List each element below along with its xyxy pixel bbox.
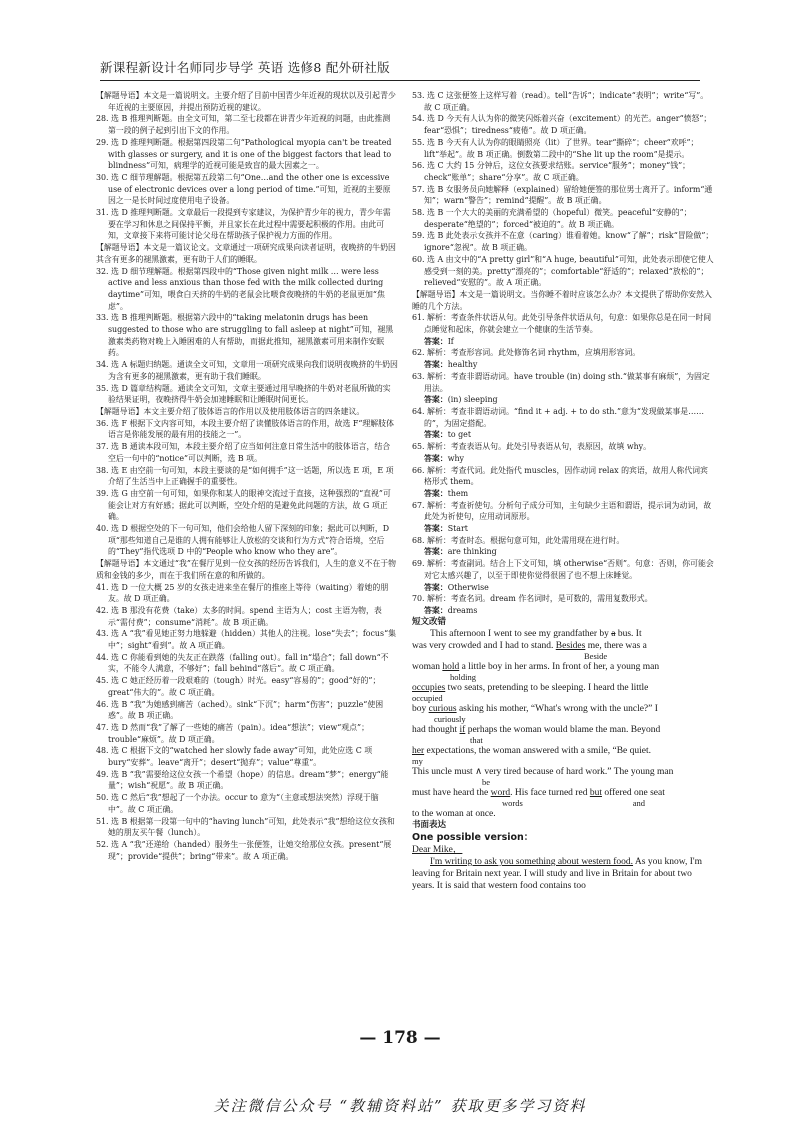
writing-passage: [412, 832, 714, 892]
fill-answer: [412, 359, 714, 371]
answer-label: 答案：: [424, 336, 448, 346]
fill-item: 61. 解析：考查条件状语从句。此处引导条件状语从句，句意：如果你总是在同一时间点睡觉和起床，你就会建立一个健康的生活节奏。: [412, 313, 712, 335]
answer-label: 答案：: [424, 395, 448, 405]
left-column: [96, 90, 398, 862]
fill-answer: [412, 546, 714, 558]
correction-text: was very crowded and I had to stand.: [412, 641, 554, 652]
footer-watermark: 关注微信公众号 “教辅资料站” 获取更多学习资料: [213, 1097, 587, 1115]
answer-label: 答案：: [424, 582, 448, 592]
fill-item: 67. 解析：考查祈使句。分析句子成分可知，主句缺少主语和谓语，提示词为动词，故此处为祈使句，应用动词原形。: [412, 500, 712, 522]
answer-label: 答案：: [424, 547, 448, 557]
explanation-item: 37. 选 B 通读本段可知，本段主要介绍了应当如何注意日常生活中的肢体语言，结合空后一句中的“notice”可以判断，选 B 项。: [96, 442, 391, 463]
fill-item: 69. 解析：考查副词。结合上下文可知，填 otherwise“否则”。句意：否则，你可能会对它太感兴趣了，以至于即使你觉得很困了也不想上床睡觉。: [412, 559, 714, 580]
correction-fix: my: [412, 756, 423, 767]
fill-answer: [412, 582, 714, 594]
section-title-writing: 书面表达: [412, 820, 447, 831]
answer-value: healthy: [447, 360, 478, 370]
explanation-item: 57. 选 B 女服务员向她解释（explained）留给她便签的那位男士离开了。inform“通知”；warn“警告”；remind“提醒”。故 B 项正确。: [412, 184, 713, 206]
answer-label: 答案：: [424, 430, 448, 440]
explanation-item: 48. 选 C 根据下文的“watched her slowly fade away”可知，此处应选 C 项 bury“安葬”。leave“离开”；desert“抛弃”；value“尊重”。: [96, 746, 373, 768]
error-word: her: [412, 746, 425, 757]
explanation-item: 49. 选 B “我”需要给这位女孩一个希望（hope）的信息。dream“梦”；energy“能量”；wish“祝愿”。故 B 项正确。: [96, 769, 389, 791]
correction-fix: that: [470, 735, 483, 746]
error-word: occupies: [412, 683, 446, 694]
correction-text: woman: [412, 662, 440, 673]
writing-body: As you know, I'm leaving for Britain next year. I will study and live in Britain for about two years. It is said that western food contains too: [412, 857, 702, 892]
header-rule: [100, 80, 700, 81]
explanation-item: 35. 选 D 篇章结构题。通读全文可知，文章主要通过用早晚挤的牛奶对老鼠所做的实验结果证明，夜晚挤得牛奶会加速睡眠和让睡眠时间更长。: [96, 383, 391, 405]
correction-text: . His face turned red: [510, 788, 588, 799]
explanation-item: 58. 选 B 一个大大的美丽的充满希望的（hopeful）微笑。peaceful“安静的”；desperate“绝望的”；forced“被迫的”。故 B 项正确。: [412, 208, 692, 229]
explanation-item: 51. 选 B 根据第一段第一句中的“having lunch”可知，此处表示“我”想给这位女孩和她的朋友买午餐（lunch）。: [96, 816, 395, 838]
explanation-item: 33. 选 B 推理判断题。根据第六段中的“taking melatonin drugs has been suggested to those who are struggling to fall asleep at night”可知，褪黑激素类药物对晚上入睡困难的人有帮助，而据此推知，褪黑激素可用来制作安眠药。: [96, 313, 394, 358]
error-word: word: [490, 788, 511, 799]
passage-intro: 【解题导语】本文通过“我”在餐厅见到一位女孩的经历告诉我们，人生的意义不在于物质和金钱的多少，而在于我们所在意的和所做的。: [96, 559, 397, 580]
fill-answer: [412, 336, 714, 348]
correction-text: perhaps the woman would blame the man. Beyond: [467, 725, 661, 736]
correction-fix: occupied: [412, 693, 443, 704]
error-word: hold: [442, 662, 460, 673]
correction-text: This uncle must ∧ very tired because of hard work.” The young man: [412, 767, 674, 778]
explanation-item: 47. 选 D 然而“我”了解了一些她的痛苦（pain）。idea“想法”；view“观点”；trouble“麻烦”。故 D 项正确。: [96, 722, 369, 744]
writing-version-label: One possible version：: [412, 832, 534, 844]
correction-text: asking his mother, “What's wrong with the uncle?” I: [458, 704, 658, 715]
correction-text: bus. It: [617, 629, 642, 640]
correction-fix-line: [412, 799, 714, 808]
answer-value: Start: [447, 524, 468, 534]
explanation-item: 36. 选 F 根据下文内容可知，本段主要介绍了读懂肢体语言的作用，故选 F“理解肢体语言是你能发展的最有用的技能之一”。: [96, 418, 394, 440]
correction-text: me, there was a: [587, 641, 647, 652]
explanation-item: 【解题导语】本文是一篇说明文。主要介绍了目前中国青少年近视的现状以及引起青少年近视的主要原因，并提出预防近视的建议。: [96, 91, 396, 112]
fill-answer: [412, 523, 714, 535]
explanation-item: 30. 选 C 细节理解题。根据第五段第二句“One…and the other one is excessive use of electronic devices over a long period of time.”可知，近视的主要原因之一是长时间过度使用电子设备。: [96, 172, 391, 206]
explanation-item: 44. 选 C 你能看到她的失友正在跌落（falling out）。fall in“塌合”；fall down“不实，不能令人满意，不够好”；fall behind“落后”。故 C 项正确。: [96, 652, 389, 674]
explanation-item: 39. 选 G 由空前一句可知，如果你和某人的眼神交流过于直接，这种强烈的“直视”可能会让对方有好感；据此可以判断，空处介绍的是避免此问题的方法，故 G 项正确。: [96, 488, 391, 522]
page-number: — 178 —: [359, 1028, 441, 1048]
correction-text: This afternoon I went to see my grandfather by: [430, 629, 609, 640]
explanation-item: 56. 选 C 大约 15 分钟后，这位女孩要求结账。service“服务”；money“钱”；check“账单”；share“分享”。故 C 项正确。: [412, 161, 691, 182]
fill-item: 68. 解析：考查时态。根据句意可知，此处需用现在进行时。: [412, 535, 625, 545]
explanation-item: 34. 选 A 标题归纳题。通读全文可知，文章用一项研究成果向我们说明夜晚挤的牛奶因为含有更多的褪黑激素，更有助于我们睡眠。: [96, 360, 398, 381]
passage-intro: 【解题导语】本文主要介绍了肢体语言的作用以及使用肢体语言的四条建议。: [96, 406, 365, 416]
explanation-item: 55. 选 B 今天有人认为你的眼睛照亮（lit）了世界。tear“撕碎”；cheer“欢呼”；lift“举起”。故 B 项正确。倒数第二段中的“She lit up the room”是提示。: [412, 137, 699, 159]
explanation-item: 53. 选 C 这张便签上这样写着（read）。tell“告诉”；indicate“表明”；write“写”。故 C 项正确。: [412, 91, 709, 112]
error-word: if: [459, 725, 466, 736]
correction-text: a little boy in her arms. In front of her, a young man: [461, 662, 660, 673]
correction-text: expectations, the woman answered with a smile, “Be quiet.: [426, 746, 652, 757]
deleted-word: a: [611, 629, 616, 640]
explanation-item: 38. 选 E 由空前一句可知，本段主要谈的是“如何拥手”这一话题，所以选 E 项，E 项介绍了生活当中上正确握手的重要性。: [96, 465, 394, 487]
explanation-item: 46. 选 B “我”为她感到痛苦（ached）。sink“下沉”；harm“伤害”；puzzle“使困惑”。故 B 项正确。: [96, 699, 384, 721]
answer-value: are thinking: [447, 547, 497, 557]
answer-value: why: [447, 453, 464, 463]
page-header: 新课程新设计名师同步导学 英语 选修8 配外研社版: [100, 60, 390, 75]
answer-label: 答案：: [424, 488, 448, 498]
fill-answer: [412, 429, 714, 441]
answer-label: 答案：: [424, 605, 448, 615]
passage-intro: 【解题导语】本文是一篇议论文。文章通过一项研究成果向读者证明，夜晚挤的牛奶因其含有更多的褪黑激素，更有助于人们的睡眠。: [96, 243, 396, 264]
correction-fix: and: [632, 798, 646, 809]
fill-answer: [412, 605, 714, 617]
answer-label: 答案：: [424, 360, 448, 370]
correction-fix: words: [502, 798, 523, 809]
fill-item: 70. 解析：考查名词。dream 作名词时，是可数的，需用复数形式。: [412, 594, 653, 604]
answer-value: If: [447, 336, 454, 346]
correction-text: had thought: [412, 725, 458, 736]
writing-greeting: Dear Mike，: [412, 845, 463, 856]
fill-item: 63. 解析：考查非谓语动词。have trouble (in) doing sth.“做某事有麻烦”，为固定用法。: [412, 371, 710, 393]
explanation-item: 42. 选 B 那没有花费（take）太多的时间。spend 主语为人；cost 主语为物，表示“需付费”；consume“消耗”。故 B 项正确。: [96, 605, 382, 627]
correction-fix: Beside: [584, 651, 608, 662]
error-word: but: [589, 788, 602, 799]
correction-passage: [412, 628, 714, 820]
explanation-item: 31. 选 D 推理判断题。文章最后一段提到专家建议，为保护青少年的视力，青少年需要在学习和休息之间保持平衡，并且家长在此过程中需要起积极的作用。由此可知，文章接下来将可能讨论父母在帮助孩子保护视力方面的作用。: [96, 208, 391, 241]
answer-value: (in) sleeping: [447, 395, 498, 405]
explanation-item: 40. 选 D 根据空处的下一句可知，他们会给他人留下深刻的印象；据此可以判断，D 项“那些知道自己是谁的人拥有能够让人放松的交谈和行为方式”符合语境，空后的“They”指代选项 D 中的“People who know who they are”。: [96, 524, 390, 557]
correction-text: to the woman at once.: [412, 809, 496, 820]
fill-item: 62. 解析：考查形容词。此处修饰名词 rhythm，应填用形容词。: [412, 348, 641, 358]
fill-answer: [412, 453, 714, 465]
correction-text: boy: [412, 704, 427, 715]
section-title-correction: 短文改错: [412, 616, 447, 627]
explanation-item: 59. 选 B 此处表示女孩并不在意（caring）谁看着她。know“了解”；risk“冒险做”；ignore“忽视”。故 B 项正确。: [412, 231, 714, 253]
answer-label: 答案：: [424, 453, 448, 463]
correction-text: two seats, pretending to be sleeping. I heard the little: [447, 683, 649, 694]
explanation-item: 45. 选 C 她正经历着一段艰难的（tough）时光。easy“容易的”；good“好的”；great“伟大的”。故 C 项正确。: [96, 676, 381, 697]
answer-value: Otherwise: [447, 582, 489, 592]
writing-body-underlined: I'm writing to ask you something about western food.: [430, 857, 634, 868]
answer-value: them: [447, 488, 469, 498]
correction-text: offered one seat: [604, 788, 665, 799]
explanation-item: 54. 选 D 今天有人认为你的微笑闪烁着兴奋（excitement）的光芒。anger“愤怒”；fear“恐惧”；tiredness“疲倦”。故 D 项正确。: [412, 114, 712, 136]
explanation-item: 28. 选 B 推理判断题。由全文可知，第二至七段都在讲青少年近视的问题，由此推测第一段的例子起到引出下文的作用。: [96, 114, 391, 136]
answer-value: dreams: [447, 605, 478, 615]
right-column: [412, 90, 714, 892]
error-word: Besides: [555, 641, 586, 652]
explanation-item: 50. 选 C 然后“我”想起了一个办法。occur to 意为“（主意或想法突然）浮现于脑中”。故 C 项正确。: [96, 793, 379, 814]
explanation-item: 60. 选 A 由文中的“A pretty girl”和“A huge, beautiful”可知，此处表示即使它使人感受到一刻的美。pretty“漂亮的”；comfortable“舒适的”；relaxed“放松的”；relieved“安慰的”。故 A 项正确。: [412, 254, 714, 288]
explanation-item: 41. 选 D 一位大概 25 岁的女孩走进来坐在餐厅的推座上等待（waiting）着她的朋友。故 D 项正确。: [96, 582, 389, 604]
fill-item: 66. 解析：考查代词。此处指代 muscles，因作动词 relax 的宾语，故用人称代词宾格形式 them。: [412, 465, 708, 487]
answer-label: 答案：: [424, 524, 448, 534]
fill-item: 65. 解析：考查表语从句。此处引导表语从句，表原因，故填 why。: [412, 442, 652, 452]
correction-fix: holding: [450, 672, 476, 683]
explanation-item: 32. 选 D 细节理解题。根据第四段中的“Those given night milk … were less active and less anxious than those fed with the milk collected during daytime”可知，喂食白天挤的牛奶的老鼠会比喂食夜晚挤的牛奶的老鼠更加“焦虑”。: [96, 266, 385, 311]
correction-fix: curiously: [434, 714, 466, 725]
correction-fix: be: [482, 777, 491, 788]
fill-answer: [412, 488, 714, 500]
explanation-item: 43. 选 A “我”看见她正努力地躲避（hidden）其他人的注视。lose“失去”；focus“集中”；sight“看到”。故 A 项正确。: [96, 629, 396, 651]
correction-text: must have heard the: [412, 788, 489, 799]
passage-intro: 【解题导语】本文是一篇说明文。当你睡不着时应该怎么办？本文提供了帮助你安然入睡的几个方法。: [412, 289, 712, 311]
explanation-item: 29. 选 D 推理判断题。根据第四段第二句“Pathological myopia can't be treated with glasses or surgery, and it is one of the biggest factors that lead to blindness”可知，病理学的近视可能是致盲的最大因素之一。: [96, 137, 392, 171]
answer-value: to get: [447, 430, 472, 440]
explanation-item: 52. 选 A “我”还递给（handed）服务生一张便签，让她交给那位女孩。present“展现”；provide“提供”；bring“带来”。故 A 项正确。: [96, 840, 392, 861]
fill-answer: [412, 394, 714, 406]
error-word: curious: [428, 704, 457, 715]
fill-item: 64. 解析：考查非谓语动词。“find it + adj. + to do sth.”意为“发现做某事是……的”，为固定搭配。: [412, 406, 704, 428]
